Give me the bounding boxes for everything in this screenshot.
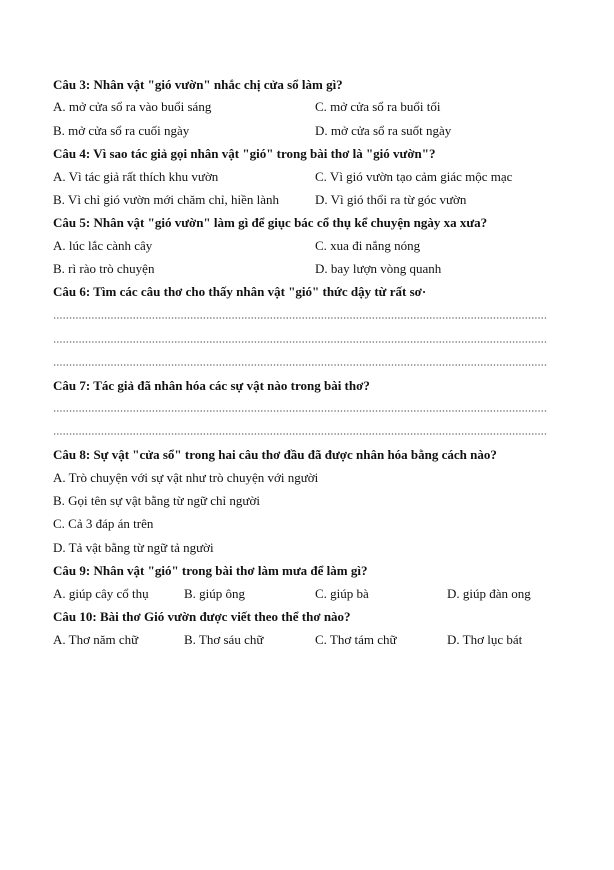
question-5-option-d: D. bay lượn vòng quanh <box>315 261 442 276</box>
question-8-option-d: D. Tả vật bằng từ ngữ tả người <box>53 540 214 555</box>
question-4-title: Câu 4: Vì sao tác giả gọi nhân vật "gió" trong bài thơ là "gió vườn"? <box>53 146 436 161</box>
question-9-option-b: B. giúp ông <box>184 586 246 601</box>
question-10-option-c: C. Thơ tám chữ <box>315 632 397 647</box>
answer-line-7-1[interactable] <box>53 410 547 412</box>
question-3-option-d: D. mở cửa sổ ra suốt ngày <box>315 123 452 138</box>
question-5-option-a: A. lúc lắc cành cây <box>53 238 153 253</box>
question-8-title: Câu 8: Sự vật "cửa sổ" trong hai câu thơ đầu đã được nhân hóa bằng cách nào? <box>53 447 497 462</box>
question-10-option-b: B. Thơ sáu chữ <box>184 632 264 647</box>
question-9-option-d: D. giúp đàn ong <box>447 586 531 601</box>
question-3-option-a: A. mở cửa sổ ra vào buổi sáng <box>53 99 212 114</box>
answer-line-6-1[interactable] <box>53 317 547 319</box>
question-8-option-c: C. Cả 3 đáp án trên <box>53 516 154 531</box>
answer-line-6-3[interactable] <box>53 364 547 366</box>
question-5-title: Câu 5: Nhân vật "gió vườn" làm gì để giục bác cổ thụ kể chuyện ngày xa xưa? <box>53 215 488 230</box>
question-3-title: Câu 3: Nhân vật "gió vườn" nhắc chị cửa sổ làm gì? <box>53 77 343 92</box>
answer-line-6-2[interactable] <box>53 341 547 343</box>
question-4-option-c: C. Vì gió vườn tạo cảm giác mộc mạc <box>315 169 513 184</box>
question-7-title: Câu 7: Tác giả đã nhân hóa các sự vật nào trong bài thơ? <box>53 378 370 393</box>
question-9-option-a: A. giúp cây cổ thụ <box>53 586 149 601</box>
question-4-option-b: B. Vì chỉ gió vườn mới chăm chỉ, hiền lành <box>53 192 279 207</box>
question-3-option-b: B. mở cửa sổ ra cuối ngày <box>53 123 190 138</box>
answer-line-7-2[interactable] <box>53 433 547 435</box>
question-3-option-c: C. mở cửa sổ ra buổi tối <box>315 99 441 114</box>
question-5-option-c: C. xua đi nắng nóng <box>315 238 421 253</box>
question-10-title: Câu 10: Bài thơ Gió vườn được viết theo thể thơ nào? <box>53 609 351 624</box>
question-8-option-a: A. Trò chuyện với sự vật như trò chuyện với người <box>53 470 319 485</box>
question-9-option-c: C. giúp bà <box>315 586 369 601</box>
question-10-option-a: A. Thơ năm chữ <box>53 632 139 647</box>
question-4-option-d: D. Vì gió thổi ra từ góc vườn <box>315 192 467 207</box>
question-4-option-a: A. Vì tác giả rất thích khu vườn <box>53 169 219 184</box>
question-5-option-b: B. rì rào trò chuyện <box>53 261 155 276</box>
question-10-option-d: D. Thơ lục bát <box>447 632 523 647</box>
question-8-option-b: B. Gọi tên sự vật bằng từ ngữ chỉ người <box>53 493 260 508</box>
question-9-title: Câu 9: Nhân vật "gió" trong bài thơ làm mưa để làm gì? <box>53 563 368 578</box>
question-6-title: Câu 6: Tìm các câu thơ cho thấy nhân vật "gió" thức dậy từ rất sơ· <box>53 284 427 299</box>
